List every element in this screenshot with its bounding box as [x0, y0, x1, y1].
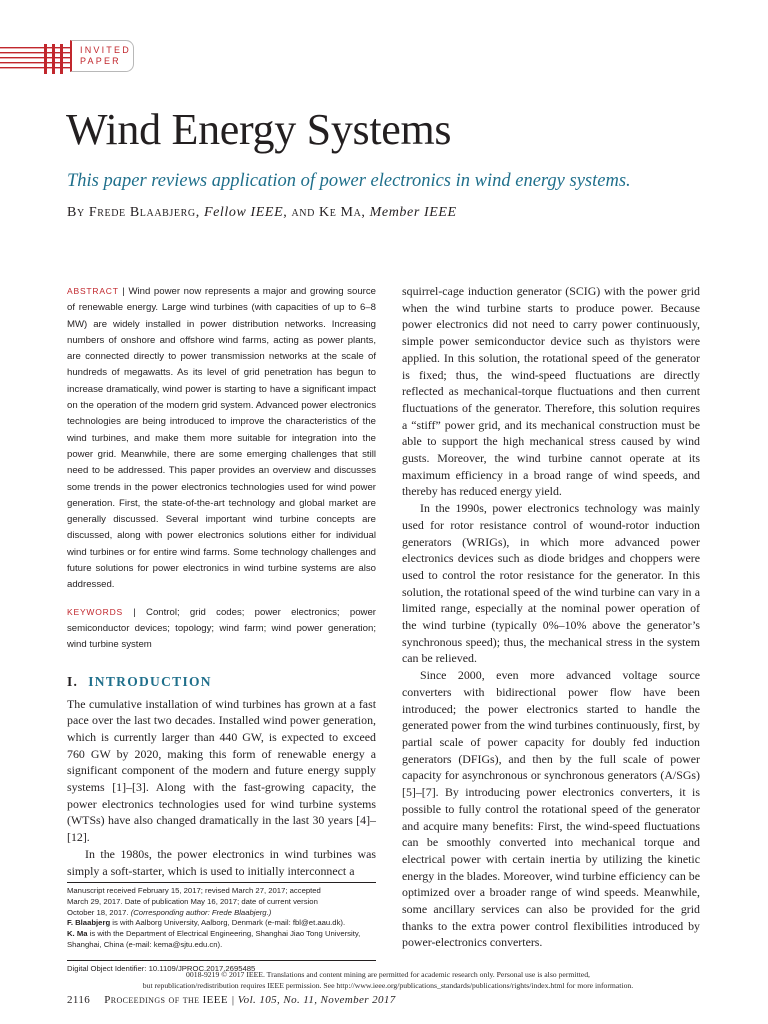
author-2-role: Member IEEE	[369, 205, 457, 220]
right-paragraph-2: In the 1990s, power electronics technology was mainly used for rotor resistance control of wound-rotor induction generators (WRIGs), in which more advanced power electronics devices such as diode bridges and choppers were used to control the rotor resistance for the generator. In this solution, the rotational speed of the wind turbine can vary in a limited range, especially at the nominal power operation of the wind turbine (typically 0%–10% above the generator’s synchronous speed); thus, the mechanical stress in the system can be relieved.	[402, 501, 700, 666]
paper-title: Wind Energy Systems	[66, 105, 452, 154]
author-line: By Frede Blaabjerg, Fellow IEEE, and Ke Ma, Member IEEE	[67, 205, 457, 220]
page-number: 2116	[67, 994, 91, 1006]
footnote-block	[67, 882, 376, 951]
abstract-text: Wind power now represents a major and growing source of renewable energy. Large wind turbines (with capacities of up to 6–8 MW) are widely installed in power distribution networks. Increasing numbers of onshore and offshore wind farms, acting as power plants, are connected directly to power transmission networks at the scale of hundreds of megawatts. As its level of grid penetration has begun to increase dramatically, wind power is starting to have a significant impact on the operation of the modern grid system. Advanced power electronics technologies are being introduced to improve the characteristics of the wind turbines, and make them more suitable for integration into the power grid. Meanwhile, there are some emerging challenges that still need to be addressed. This paper provides an overview and discusses some trends in the power electronics technologies used for wind power generation. First, the state-of-the-art technology and global market are generally discussed. Several important wind turbine concepts are discussed, along with power electronics solutions either for individual wind turbines or for entire wind farms. Some technology challenges and future solutions for power electronics in wind turbine systems are also addressed.	[67, 286, 376, 591]
keywords-separator: |	[133, 606, 147, 618]
affiliation-1	[67, 918, 376, 929]
affiliation-2-name: K. Ma	[67, 929, 88, 939]
author-2-name: Ke Ma	[319, 205, 362, 220]
keywords-text: Control; grid codes; power electronics; power semiconductor devices; topology; wind farm; wind power generation; wind turbine system	[67, 606, 376, 651]
invited-paper-stripes	[0, 44, 70, 74]
journal-name: Proceedings of the IEEE	[104, 994, 229, 1006]
section-number: I.	[67, 673, 79, 689]
footnote-date: October 18, 2017.	[67, 907, 129, 917]
intro-paragraph-2: In the 1980s, the power electronics in wind turbines was simply a soft-starter, which is used to initially interconnect a	[67, 846, 376, 878]
author-1-name: Frede Blaabjerg	[88, 205, 196, 220]
by-word: By	[67, 205, 85, 220]
copyright-line-1: 0018-9219 © 2017 IEEE. Translations and content mining are permitted for academic research only. Personal use is also permitted,	[186, 970, 590, 979]
abstract-separator: |	[122, 286, 129, 297]
intro-paragraph-1: The cumulative installation of wind turbines has grown at a fast pace over the last two decades. Installed wind power generation, which is currently larger than 440 GW, is expected to exceed 760 GW by 2020, making this form of renewable energy a significant component of the modern and future energy supply systems [1]–[3]. Along with the fast-growing capacity, the power electronics technologies used for wind turbine systems (WTSs) have also changed dramatically in the last 30 years [4]–[12].	[67, 696, 376, 845]
right-paragraph-3: Since 2000, even more advanced voltage source converters with bidirectional power flow have been introduced; the power electronics started to handle the generated power from the wind turbines continuously, first, by partial scale of power capacity for doubly fed induction generators (DFIGs), and then by the full scale of power capacity for asynchronous or synchronous generators (A/SGs) [5]–[7]. By introducing power electronics converters, it is possible to fully control the rotational speed of the generator and acquire many benefits: First, the wind-speed fluctuations can be smoothly converted into mechanical torque and electrical power with certain inertia by utilizing the kinetic energy in the blades. Moreover, wind turbine efficiency can be optimized over a broader range of wind speeds. Meanwhile, some ancillary services can also be provided for the grid thanks to the extra power control flexibilities introduced by power-electronics converters.	[402, 668, 700, 950]
abstract-label: ABSTRACT	[67, 286, 119, 296]
page-footer	[67, 994, 396, 1006]
right-column	[402, 283, 700, 951]
badge-line-invited: INVITED	[80, 45, 131, 55]
footnote-line-2: March 29, 2017. Date of publication May 16, 2017; date of current version	[67, 896, 318, 906]
section-heading-introduction	[67, 674, 376, 690]
doi: Digital Object Identifier: 10.1109/JPROC.2017.2695485	[67, 960, 376, 974]
invited-paper-label	[80, 45, 131, 67]
footnote-line-1: Manuscript received February 15, 2017; revised March 27, 2017; accepted	[67, 886, 321, 895]
section-title: INTRODUCTION	[88, 673, 212, 689]
affiliation-1-name: F. Blaabjerg	[67, 918, 111, 928]
keywords	[67, 604, 376, 654]
affiliation-1-text: is with Aalborg University, Aalborg, Denmark (e-mail: fbl@et.aau.dk).	[112, 918, 346, 928]
footnote-line-3	[67, 908, 376, 919]
left-column	[67, 283, 376, 879]
journal-details: | Vol. 105, No. 11, November 2017	[231, 994, 396, 1006]
copyright-line-2: but republication/redistribution requires IEEE permission. See http://www.ieee.org/publications_standards/publications/rights/index.html for more information.	[142, 980, 634, 990]
badge-line-paper: PAPER	[80, 56, 121, 66]
affiliation-2	[67, 929, 376, 951]
copyright-notice	[88, 970, 688, 991]
abstract	[67, 283, 376, 594]
paper-subtitle: This paper reviews application of power electronics in wind energy systems.	[67, 171, 631, 191]
corresponding-author: (Corresponding author: Frede Blaabjerg.)	[130, 907, 272, 917]
right-paragraph-1: squirrel-cage induction generator (SCIG) with the power grid when the wind turbine starts to produce power. Because power electronics did not need to carry power continuously, simple power semiconductor device such as thyistors were applied. In this solution, the rotational speed of the generator is fixed; thus, the wind-speed fluctuations are directly reflected as mechanical-torque fluctuations and then current fluctuations of the generator. Therefore, this solution requires a “stiff” power grid, and its mechanical construction must be able to support the high mechanical stress caused by wind gusts. Moreover, the wind turbine cannot operate at its maximum efficiency in a broad range of wind speeds, and thereby has reduced energy yield.	[402, 284, 700, 499]
keywords-label: KEYWORDS	[67, 606, 123, 617]
and-word: and	[291, 205, 315, 220]
affiliation-2-text: is with the Department of Electrical Engineering, Shanghai Jiao Tong University, Shanghai, China (e-mail: kema@sjtu.edu.cn).	[67, 929, 361, 949]
author-1-role: Fellow IEEE	[203, 205, 284, 220]
